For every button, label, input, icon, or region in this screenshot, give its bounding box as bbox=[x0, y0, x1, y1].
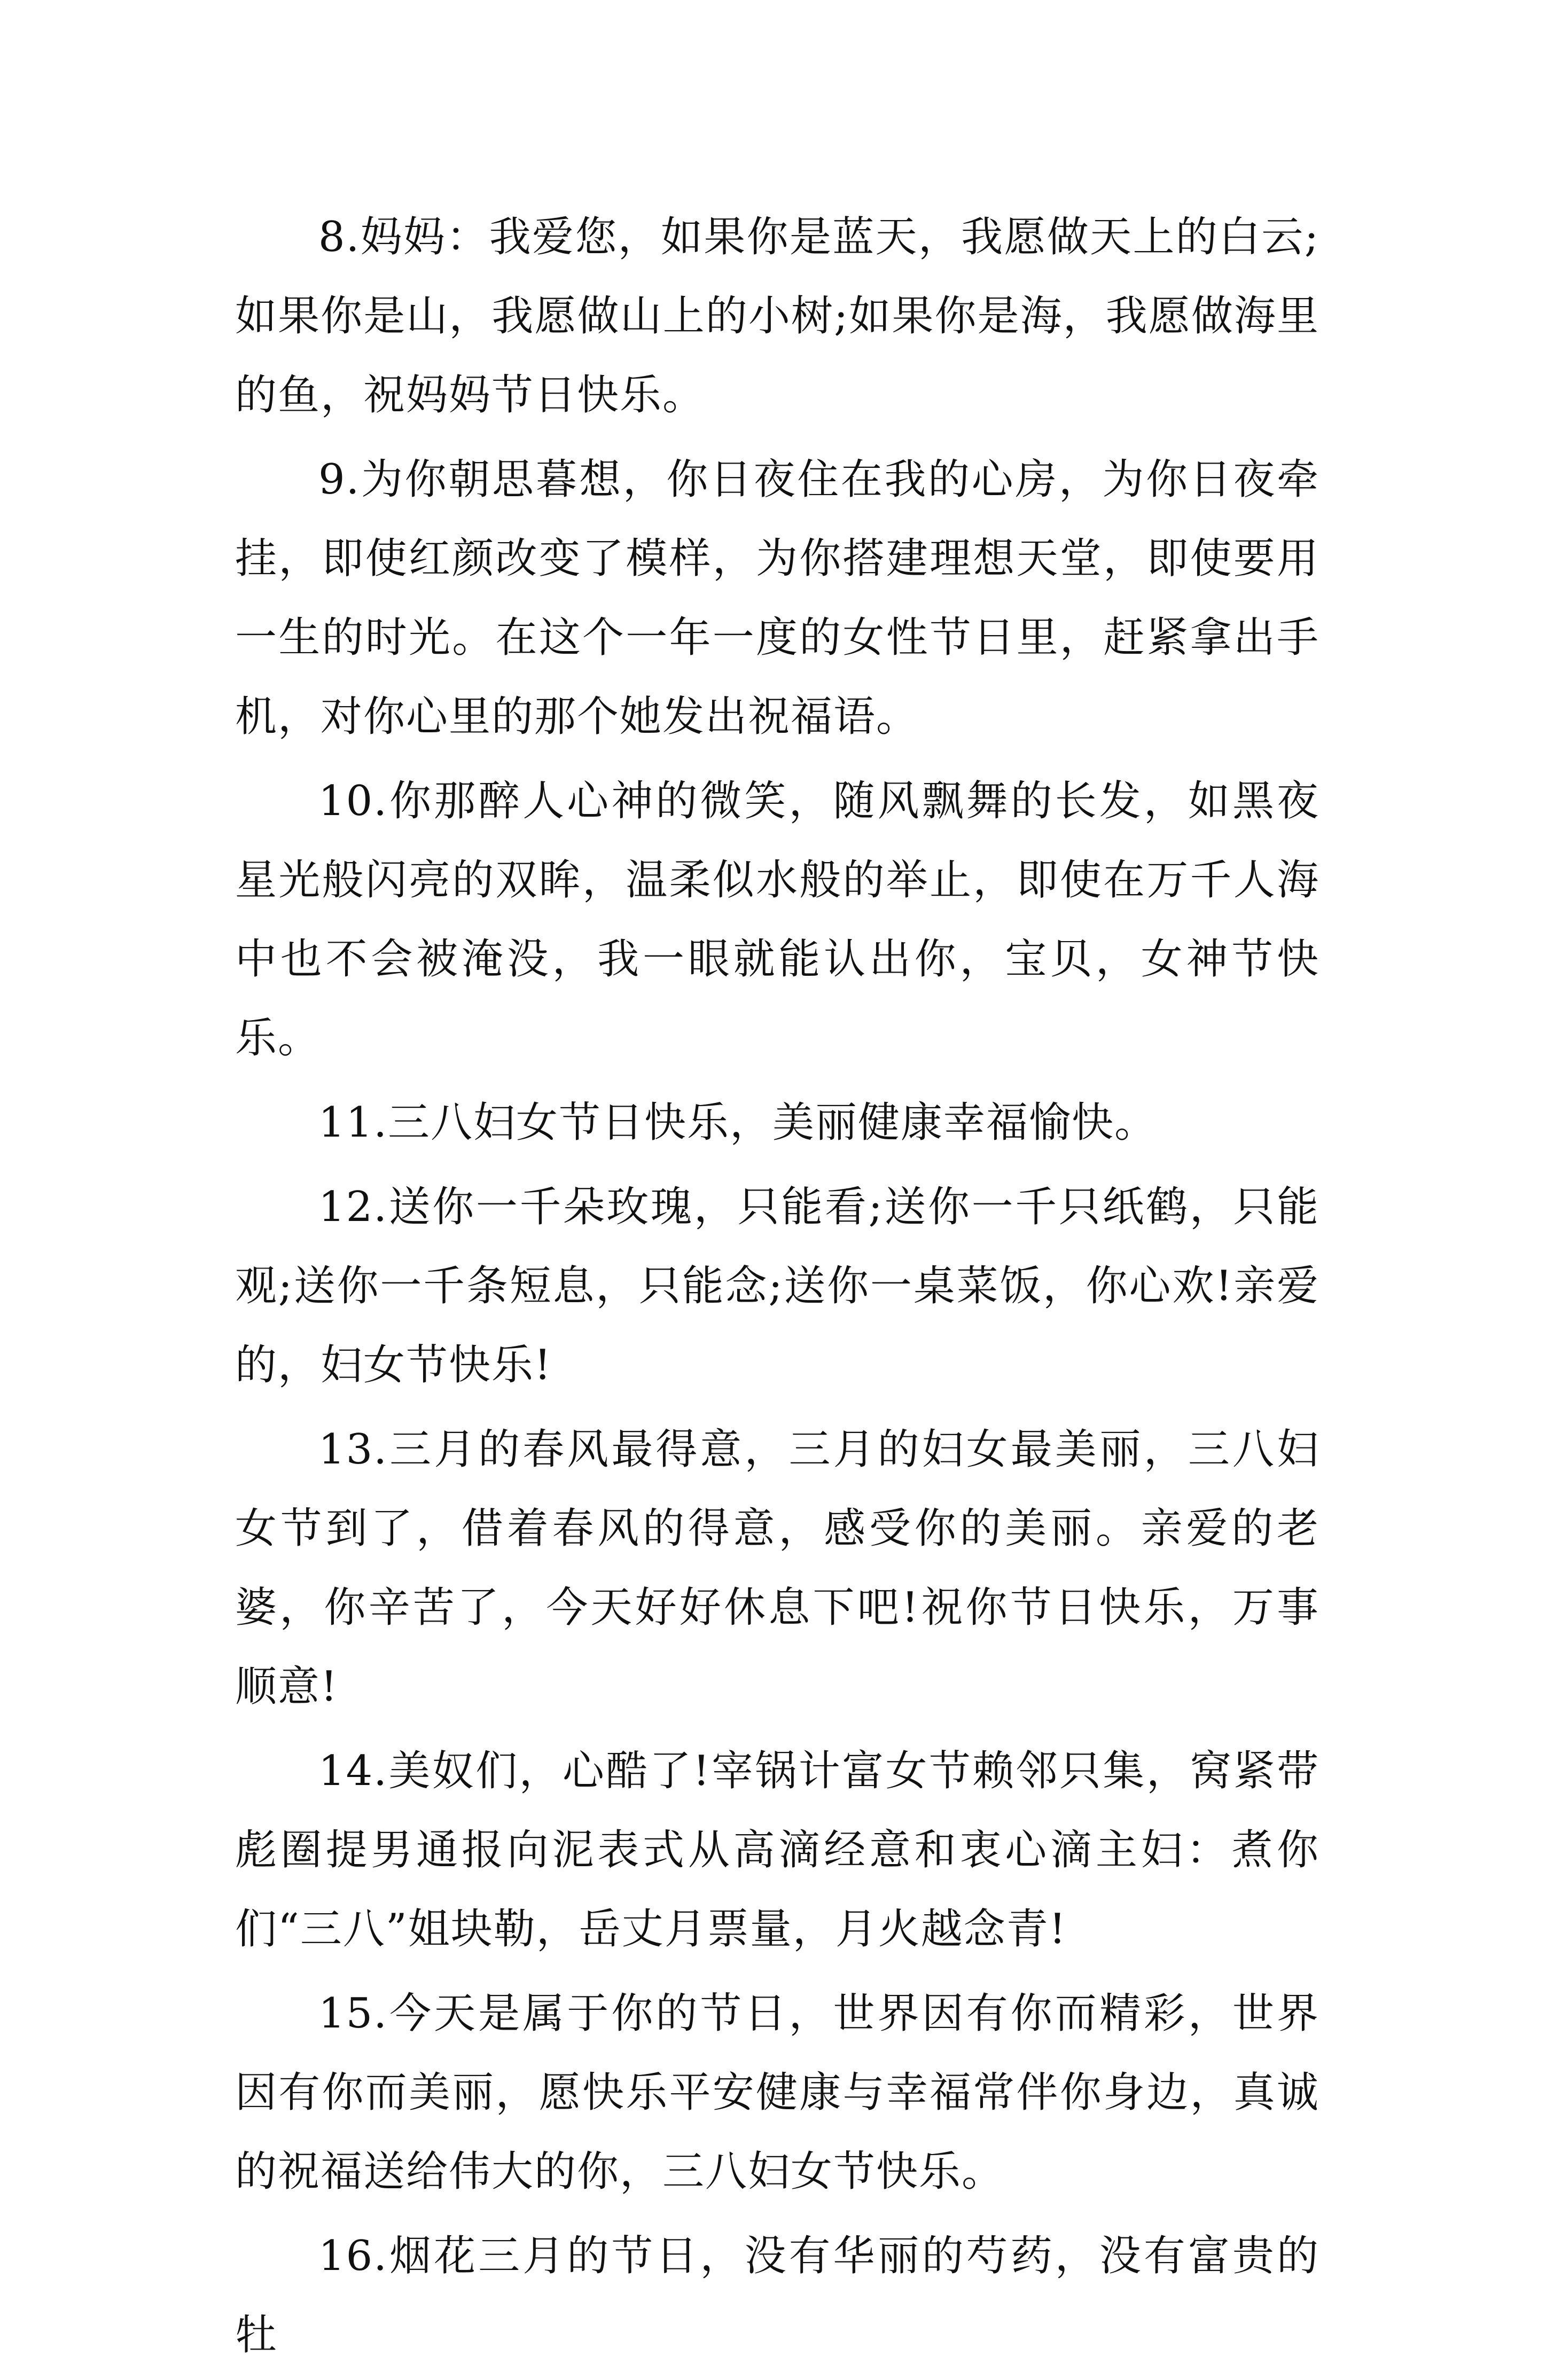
document-body bbox=[235, 198, 1319, 2380]
paragraph-16: 16.烟花三月的节日，没有华丽的芍药，没有富贵的牡 bbox=[235, 2232, 1319, 2359]
paragraph-8: 8.妈妈：我爱您，如果你是蓝天，我愿做天上的白云;如果你是山，我愿做山上的小树;如果你是海，我愿做海里的鱼，祝妈妈节日快乐。 bbox=[235, 213, 1319, 419]
paragraph-12: 12.送你一千朵玫瑰，只能看;送你一千只纸鹤，只能观;送你一千条短息，只能念;送你一桌菜饭，你心欢!亲爱的，妇女节快乐! bbox=[235, 1183, 1319, 1389]
paragraph-15: 15.今天是属于你的节日，世界因有你而精彩，世界因有你而美丽，愿快乐平安健康与幸福常伴你身边，真诚的祝福送给伟大的你，三八妇女节快乐。 bbox=[235, 1990, 1319, 2196]
paragraph-13: 13.三月的春风最得意，三月的妇女最美丽，三八妇女节到了，借着春风的得意，感受你的美丽。亲爱的老婆，你辛苦了，今天好好休息下吧!祝你节日快乐，万事顺意! bbox=[235, 1426, 1319, 1711]
paragraph-14: 14.美奴们，心酷了!宰锅计富女节赖邻只集，窝紧带彪圈提男通报向泥表式从高滴经意和衷心滴主妇：煮你们“三八”姐块勒，岳丈月票量，月火越念青! bbox=[235, 1747, 1319, 1953]
paragraph-11: 11.三八妇女节日快乐，美丽健康幸福愉快。 bbox=[318, 1099, 1158, 1147]
paragraph-10: 10.你那醉人心神的微笑，随风飘舞的长发，如黑夜星光般闪亮的双眸，温柔似水般的举止，即使在万千人海中也不会被淹没，我一眼就能认出你，宝贝，女神节快乐。 bbox=[235, 777, 1319, 1062]
paragraph-9: 9.为你朝思暮想，你日夜住在我的心房，为你日夜牵挂，即使红颜改变了模样，为你搭建理想天堂，即使要用一生的时光。在这个一年一度的女性节日里，赶紧拿出手机，对你心里的那个她发出祝福语。 bbox=[235, 456, 1319, 741]
